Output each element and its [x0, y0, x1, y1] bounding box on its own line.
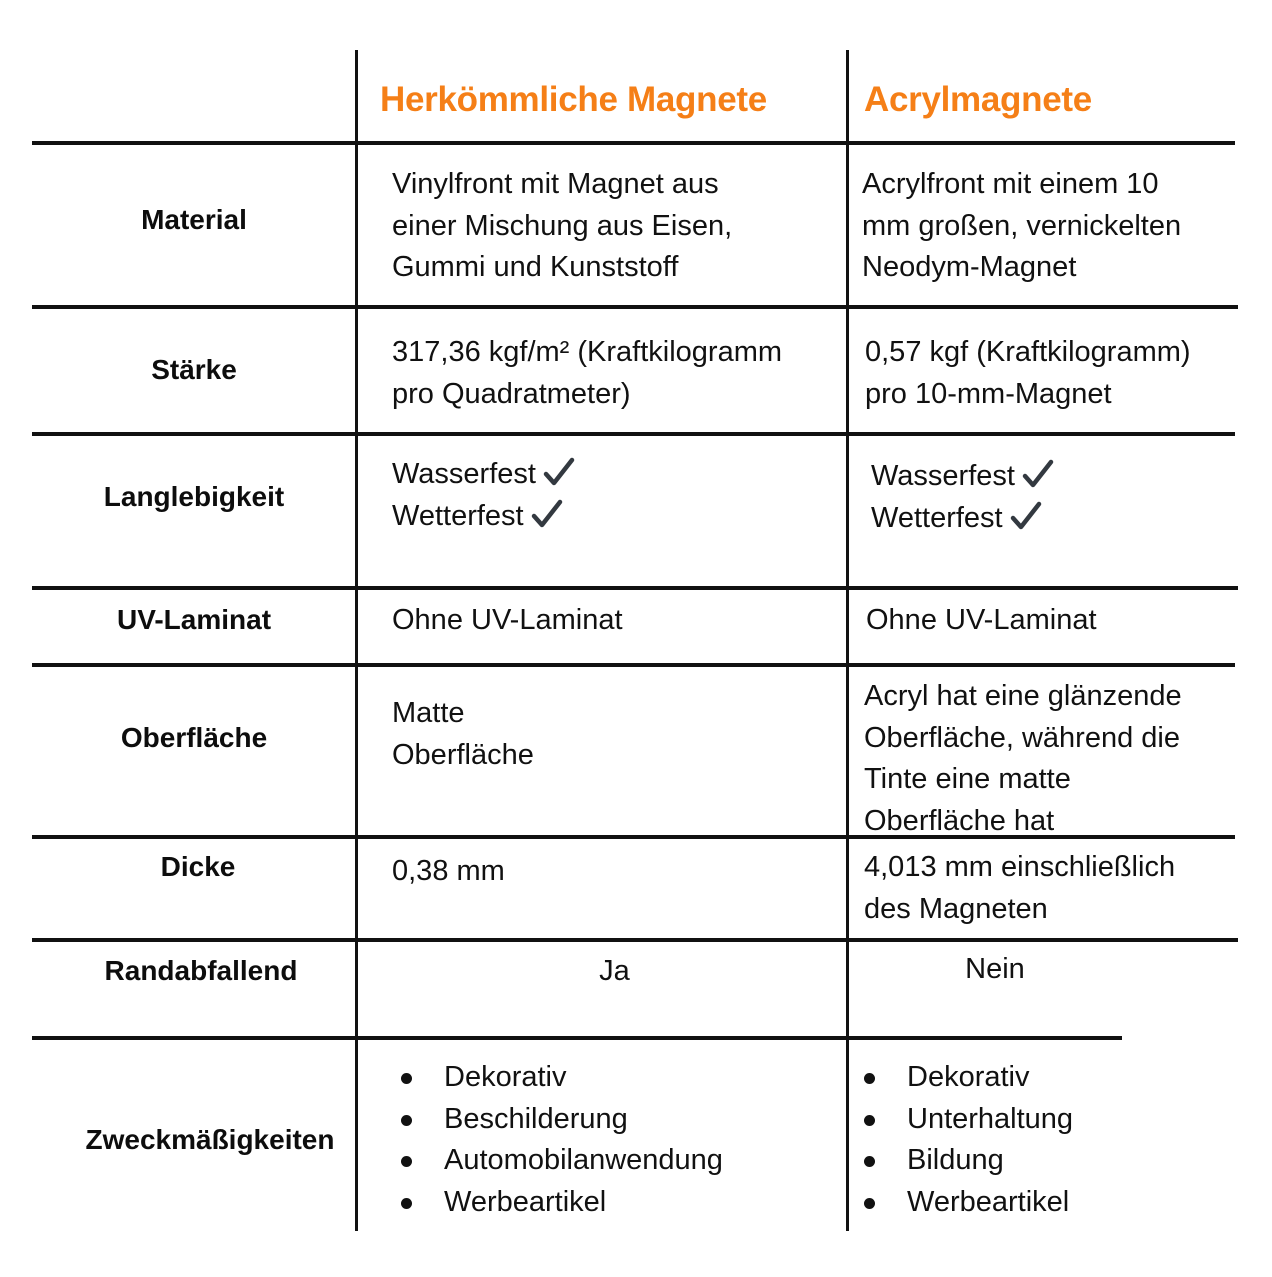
- list-item-label: Werbeartikel: [907, 1185, 1070, 1218]
- cell-line: [871, 498, 1055, 540]
- list-item-label: Beschilderung: [444, 1102, 628, 1135]
- cell-line: 0,57 kgf (Kraftkilogramm): [865, 336, 1191, 368]
- row-divider: [32, 663, 1235, 667]
- row-label-purposes: Zweckmäßigkeiten: [85, 1124, 335, 1155]
- cell-line: Oberfläche: [392, 738, 534, 771]
- cell-line: Neodym-Magnet: [862, 251, 1077, 283]
- purposes-traditional-list: [392, 1057, 723, 1223]
- checkmark-icon: [530, 499, 564, 529]
- column-divider-2: [846, 50, 849, 1231]
- cell-line: 317,36 kgf/m² (Kraftkilogramm: [392, 336, 783, 368]
- cell-line: Ja: [599, 955, 630, 987]
- durability-traditional: [392, 454, 576, 537]
- row-divider: [32, 141, 1235, 145]
- list-item: [855, 1140, 1073, 1182]
- row-label-surface: Oberfläche: [120, 722, 268, 753]
- cell-line: Vinylfront mit Magnet aus: [392, 168, 719, 200]
- list-item-label: Dekorativ: [907, 1061, 1030, 1093]
- cell-line: Ohne UV-Laminat: [392, 604, 623, 636]
- cell-line: einer Mischung aus Eisen,: [392, 209, 733, 242]
- bullet-icon: [401, 1156, 412, 1167]
- cell-line: 0,38 mm: [392, 855, 505, 887]
- bullet-icon: [864, 1115, 875, 1126]
- cell-line: Oberfläche hat: [864, 804, 1055, 837]
- strength-acrylic: [865, 332, 1191, 415]
- waterproof-label: Wasserfest: [871, 460, 1015, 492]
- list-item-label: Unterhaltung: [907, 1102, 1074, 1135]
- thickness-acrylic: [864, 847, 1175, 930]
- list-item: [855, 1182, 1073, 1224]
- cell-line: Oberfläche, während die: [864, 721, 1180, 754]
- list-item: [392, 1057, 723, 1099]
- row-label-strength: Stärke: [151, 354, 237, 385]
- row-divider: [32, 1036, 1122, 1040]
- waterproof-label: Wasserfest: [392, 458, 536, 490]
- cell-line: mm großen, vernickelten: [862, 209, 1182, 242]
- purposes-acrylic-list: [855, 1057, 1073, 1223]
- row-divider: [32, 586, 1238, 590]
- material-acrylic: [862, 164, 1181, 289]
- cell-line: 4,013 mm einschließlich: [864, 851, 1176, 883]
- cell-line: [392, 454, 576, 496]
- row-divider: [32, 432, 1235, 436]
- checkmark-icon: [1021, 459, 1055, 489]
- cell-line: Matte: [392, 697, 465, 729]
- list-item-label: Automobilanwendung: [444, 1144, 723, 1176]
- cell-line: [871, 456, 1055, 498]
- cell-line: Gummi und Kunststoff: [392, 251, 679, 283]
- row-label-material: Material: [141, 204, 247, 235]
- row-label-uv-laminate: UV-Laminat: [116, 604, 272, 635]
- full-bleed-acrylic: [849, 949, 1141, 991]
- column-header-traditional-magnets: Herkömmliche Magnete: [380, 80, 767, 119]
- uv-laminate-traditional: [392, 600, 623, 642]
- full-bleed-traditional: [357, 951, 847, 993]
- bullet-icon: [401, 1073, 412, 1084]
- cell-line: Tinte eine matte: [864, 763, 1071, 795]
- material-traditional: [392, 164, 732, 289]
- cell-line: des Magneten: [864, 892, 1048, 925]
- list-item: [392, 1140, 723, 1182]
- weatherproof-label: Wetterfest: [871, 501, 1003, 534]
- surface-traditional: [392, 693, 534, 776]
- uv-laminate-acrylic: [866, 600, 1097, 642]
- surface-acrylic: [864, 676, 1182, 842]
- bullet-icon: [864, 1073, 875, 1084]
- row-label-full-bleed: Randabfallend: [104, 955, 298, 986]
- list-item: [855, 1099, 1073, 1141]
- list-item: [855, 1057, 1073, 1099]
- bullet-icon: [864, 1198, 875, 1209]
- cell-line: Nein: [965, 953, 1025, 985]
- bullet-icon: [401, 1198, 412, 1209]
- cell-line: [392, 496, 576, 538]
- cell-line: Acryl hat eine glänzende: [864, 680, 1182, 712]
- column-header-acrylic-magnets: Acrylmagnete: [864, 80, 1092, 119]
- row-divider: [32, 938, 1238, 942]
- strength-traditional: [392, 332, 782, 415]
- checkmark-icon: [1009, 501, 1043, 531]
- row-label-thickness: Dicke: [160, 851, 236, 882]
- checkmark-icon: [542, 457, 576, 487]
- row-divider: [32, 305, 1238, 309]
- list-item-label: Dekorativ: [444, 1061, 567, 1093]
- cell-line: pro 10-mm-Magnet: [865, 377, 1112, 410]
- cell-line: pro Quadratmeter): [392, 377, 631, 410]
- list-item: [392, 1099, 723, 1141]
- durability-acrylic: [871, 456, 1055, 539]
- cell-line: Acrylfront mit einem 10: [862, 168, 1159, 200]
- weatherproof-label: Wetterfest: [392, 499, 524, 532]
- list-item-label: Werbeartikel: [444, 1185, 607, 1218]
- list-item-label: Bildung: [907, 1144, 1004, 1176]
- bullet-icon: [864, 1156, 875, 1167]
- bullet-icon: [401, 1115, 412, 1126]
- thickness-traditional: [392, 851, 505, 893]
- row-label-durability: Langlebigkeit: [103, 481, 285, 512]
- cell-line: Ohne UV-Laminat: [866, 604, 1097, 636]
- list-item: [392, 1182, 723, 1224]
